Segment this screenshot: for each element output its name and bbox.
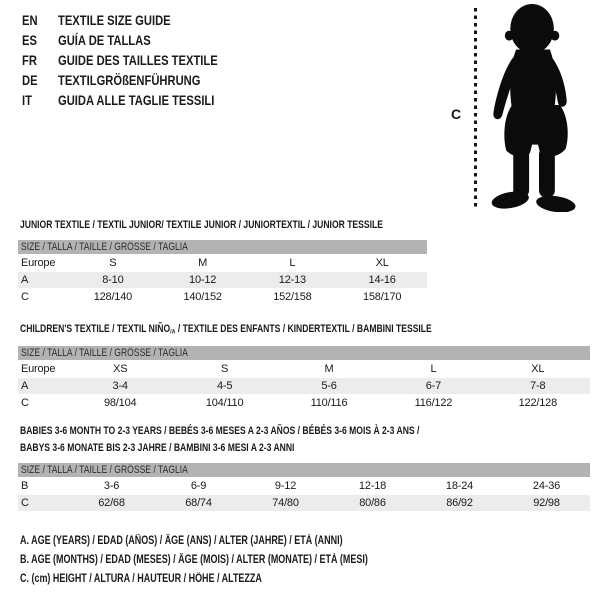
junior-textile-table — [18, 240, 427, 305]
height-cell: 158/170 — [362, 291, 402, 303]
height-cell: 74/80 — [272, 497, 299, 509]
age-cell: 12-13 — [278, 274, 306, 286]
age-cell: 12-18 — [358, 480, 387, 492]
size-header-bar: SIZE / TALLA / TAILLE / GRÖSSE / TAGLIA — [18, 346, 590, 360]
table-row-age — [18, 378, 590, 394]
language-row-es — [22, 30, 258, 50]
age-cell: 8-10 — [102, 274, 124, 286]
junior-textile-title: JUNIOR TEXTILE / TEXTIL JUNIOR/ TEXTILE JUNIOR / JUNIORTEXTIL / JUNIOR TESSILE — [20, 219, 383, 231]
language-row-fr — [22, 50, 258, 70]
age-cell: 24-36 — [532, 480, 561, 492]
table-row-height — [18, 289, 427, 305]
language-label: GUIDE DES TAILLES TEXTILE — [58, 52, 218, 68]
language-row-en — [22, 10, 258, 30]
age-cell: 18-24 — [445, 480, 474, 492]
table-rows — [18, 255, 427, 305]
babies-textile-table — [18, 463, 590, 511]
table-row-europe — [18, 255, 427, 271]
language-row-it — [22, 90, 258, 110]
row-label: C — [21, 397, 29, 409]
height-cell: 98/104 — [103, 397, 137, 409]
table-rows — [18, 478, 590, 511]
age-cell: 7-8 — [530, 380, 546, 392]
language-label: GUIDA ALLE TAGLIE TESSILI — [58, 92, 215, 108]
note-age-months: B. AGE (MONTHS) / EDAD (MESES) / ÂGE (MOIS) / ALTER (MONATE) / ETÀ (MESI) — [20, 554, 368, 566]
language-label: GUÍA DE TALLAS — [58, 32, 151, 48]
height-cell: 128/140 — [93, 291, 133, 303]
height-dotted-line — [474, 8, 477, 210]
size-cell: XL — [375, 257, 389, 269]
baby-silhouette — [486, 2, 592, 212]
height-cell: 152/158 — [273, 291, 312, 303]
note-age-years: A. AGE (YEARS) / EDAD (AÑOS) / ÂGE (ANS) / ALTER (JAHRE) / ETÀ (ANNI) — [20, 535, 343, 547]
age-cell: 14-16 — [368, 274, 396, 286]
height-cell: 116/122 — [414, 397, 453, 409]
size-cell: XL — [531, 363, 545, 375]
table-row-height — [18, 395, 590, 411]
row-label: Europe — [21, 257, 56, 269]
size-cell: M — [324, 363, 334, 375]
language-code: ES — [22, 32, 37, 48]
age-cell: 5-6 — [321, 380, 337, 392]
row-label: B — [21, 480, 29, 492]
size-cell: L — [289, 257, 296, 269]
age-cell: 6-9 — [190, 480, 207, 492]
age-cell: 3-4 — [112, 380, 128, 392]
size-header-bar: SIZE / TALLA / TAILLE / GRÖSSE / TAGLIA — [18, 463, 590, 477]
row-label: C — [21, 291, 29, 303]
childrens-textile-table — [18, 346, 590, 411]
title-subscript: /A — [170, 328, 176, 336]
size-cell: S — [221, 363, 229, 375]
legend-notes — [20, 532, 466, 589]
table-row-age — [18, 272, 427, 288]
language-row-de — [22, 70, 258, 90]
size-cell: L — [430, 363, 437, 375]
table-row-europe — [18, 361, 590, 377]
age-cell: 10-12 — [189, 274, 217, 286]
size-header-bar: SIZE / TALLA / TAILLE / GRÖSSE / TAGLIA — [18, 240, 427, 254]
age-cell: 3-6 — [103, 480, 120, 492]
size-cell: S — [109, 257, 117, 269]
height-cell: 92/98 — [533, 497, 560, 509]
babies-textile-title: BABIES 3-6 MONTH TO 2-3 YEARS / BEBÉS 3-6 MESES A 2-3 AÑOS / BÉBÉS 3-6 MOIS À 2-3 ANS / BABYS 3-6 MONATE BIS 2-3 JAHRE / BAMBINI 3-6 MESI A 2-3 ANNI — [20, 425, 420, 454]
size-cell: M — [198, 257, 208, 269]
row-label: Europe — [21, 363, 56, 375]
height-marker-label: C — [451, 106, 462, 122]
height-cell: 140/152 — [183, 291, 222, 303]
height-cell: 122/128 — [518, 397, 558, 409]
language-code: DE — [22, 72, 38, 88]
height-cell: 110/116 — [310, 397, 348, 409]
height-cell: 62/68 — [98, 497, 125, 509]
age-cell: 6-7 — [425, 380, 442, 392]
table-row-height — [18, 495, 590, 511]
age-cell: 4-5 — [216, 380, 233, 392]
language-code: FR — [22, 52, 37, 68]
language-label: TEXTILGRÖßENFÜHRUNG — [58, 72, 201, 88]
language-list — [22, 10, 258, 110]
language-label: TEXTILE SIZE GUIDE — [58, 12, 171, 28]
language-code: IT — [22, 92, 32, 108]
age-cell: 9-12 — [274, 480, 297, 492]
row-label: C — [21, 497, 29, 509]
table-row-age-months — [18, 478, 590, 494]
size-cell: XS — [113, 363, 128, 375]
height-cell: 86/92 — [446, 497, 473, 509]
table-rows — [18, 361, 590, 411]
height-cell: 80/86 — [359, 497, 386, 509]
childrens-textile-title: CHILDREN'S TEXTILE / TEXTIL NIÑO/A / TEXTILE DES ENFANTS / KINDERTEXTIL / BAMBINI TESSILE — [20, 323, 432, 336]
height-cell: 68/74 — [185, 497, 212, 509]
note-height-cm: C. (cm) HEIGHT / ALTURA / HAUTEUR / HÖHE / ALTEZZA — [20, 573, 262, 585]
row-label: A — [21, 380, 29, 392]
height-cell: 104/110 — [205, 397, 244, 409]
language-code: EN — [22, 12, 38, 28]
row-label: A — [21, 274, 29, 286]
